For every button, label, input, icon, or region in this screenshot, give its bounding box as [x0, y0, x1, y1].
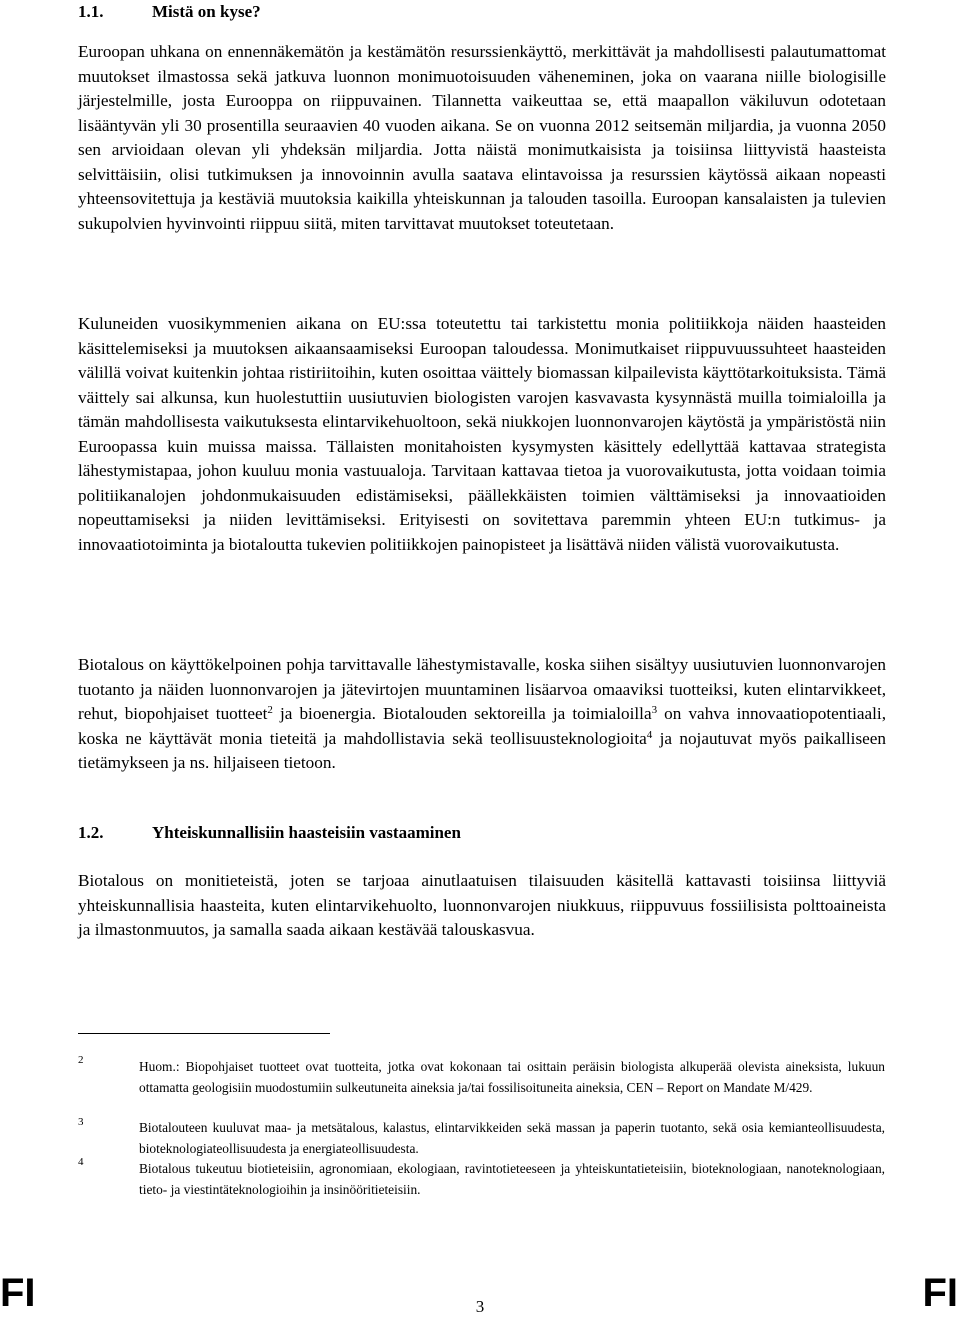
- footnote-ref-4: 4: [646, 728, 653, 741]
- paragraph-3: [78, 653, 886, 776]
- paragraph-3-part-a: Biotalous on käyttökelpoinen pohja tarvittavalle lähestymistavalle, koska siihen sisältyy uusiutuvien luonnonvarojen tuotanto ja näiden luonnonvarojen ja jätevirtojen muuntaminen lisäarvoa omaaviksi tuotteiksi, kuten elintarvikkeet, rehut, biopohjaiset tuotteet: [78, 655, 886, 723]
- paragraph-3-part-d: ja nojautuvat myös paikalliseen tietämykseen ja ns. hiljaiseen tietoon.: [78, 728, 886, 772]
- section-title: Yhteiskunnallisiin haasteisiin vastaaminen: [152, 823, 461, 842]
- footnote-number-4: 4: [78, 1156, 84, 1168]
- paragraph-4: Biotalous on monitieteistä, joten se tarjoaa ainutlaatuisen tilaisuuden käsitellä kattavasti toisiinsa liittyviä yhteiskunnallisia haasteita, kuten elintarvikehuolto, luonnonvarojen niukkuus, riippuvuus fossiilisista polttoaineista ja ilmastonmuutos, ja samalla saada aikaan kestävää talouskasvua.: [78, 871, 886, 939]
- footnote-ref-2: 2: [267, 704, 273, 716]
- footnote-number-3: 3: [78, 1116, 84, 1128]
- footer-language-right: FI: [922, 1271, 958, 1315]
- paragraph-3-part-b: ja bioenergia. Biotalouden sektoreilla ja toimialoilla: [272, 704, 652, 723]
- footnote-2-text: Huom.: Biopohjaiset tuotteet ovat tuotteita, jotka ovat kokonaan tai osittain peräisin biologista alkuperää olevista aineksista, lukuun ottamatta geologisiin muodostumiin sulkeutuneita aineksia ja/tai fossilisoituneita aineksia, CEN – Report on Mandate M/429.: [139, 1059, 885, 1095]
- footnote-divider: [78, 1033, 330, 1034]
- footnote-4-text: Biotalous tukeutuu biotieteisiin, agronomiaan, ekologiaan, ravintotieteeseen ja yhteiskuntatieteisiin, bioteknologiaan, nanoteknologiaan, tieto- ja viestintäteknologioihin ja insinööritieteisiin.: [139, 1161, 885, 1197]
- section-title: Mistä on kyse?: [152, 2, 261, 21]
- page-number: 3: [475, 1297, 485, 1316]
- paragraph-2: Kuluneiden vuosikymmenien aikana on EU:ssa toteutettu tai tarkistettu monia politiikkoja näiden haasteiden käsittelemiseksi ja muutoksen aikaansaamiseksi Euroopan taloudessa. Monimutkaiset riippuvuussuhteet haasteiden välillä voivat kuitenkin johtaa ristiriitoihin, kuten osoittaa väittely biomassan kilpailevista käyttötarkoituksista. Tämä väittely sai alkunsa, kun huolestuttiin uusiutuvien biologisten varojen kasvavasta kysynnästä muilla toimialoilla ja tämän mahdollisesta vaikutuksesta elintarvikehuoltoon, sekä niukkojen luonnonvarojen käytöstä ja ympäristöstä niin Euroopassa kuin muissa maissa. Tällaisten monitahoisten kysymysten käsittely edellyttää kattavaa strategista lähestymistapaa, johon kuuluu monia vastuualoja. Tarvitaan kattavaa tietoa ja vuorovaikutusta, jotta voidaan toimia politiikanalojen johdonmukaisuuden edistämiseksi, päällekkäisten toimien välttämiseksi ja innovaatioiden nopeuttamiseksi ja niiden levittämiseksi. Erityisesti on sovitettava paremmin yhteen EU:n tutkimus- ja innovaatiotoiminta ja biotaloutta tukevien politiikkojen painopisteet ja lisättävä niiden välistä vuorovaikutusta.: [78, 314, 886, 554]
- paragraph-1: Euroopan uhkana on ennennäkemätön ja kestämätön resurssienkäyttö, merkittävät ja mahdollisesti palautumattomat muutokset ilmastossa sekä jatkuva luonnon monimuotoisuuden väheneminen, joka on vaarana niille biologisille järjestelmille, josta Eurooppa on riippuvainen. Tilannetta vaikeuttaa se, että maapallon väkiluvun odotetaan lisääntyvän yli 30 prosentilla seuraavien 40 vuoden aikana. Se on vuonna 2012 seitsemän miljardia, ja vuonna 2050 sen arvioidaan olevan yli yhdeksän miljardia. Jotta näistä monimutkaisista ja toisiinsa liittyvistä haasteista selvittäisiin, olisi tutkimuksen ja innovoinnin avulla saatava elintavoissa ja resurssien käytössä aikaan nopeasti yhteensovitettuja ja kestäviä muutoksia kaikilla yhteiskunnan ja talouden tasoilla. Euroopan kansalaisten ja tulevien sukupolvien hyvinvointi riippuu siitä, miten tarvittavat muutokset toteutetaan.: [78, 42, 886, 233]
- footnote-ref-3: 3: [651, 704, 658, 716]
- section-heading-1-1: [78, 2, 261, 22]
- footnote-3-text: Biotalouteen kuuluvat maa- ja metsätalous, kalastus, elintarvikkeiden sekä massan ja paperin tuotanto, sekä osia kemianteollisuudesta, bioteknologiateollisuudesta ja energiateollisuudesta.: [139, 1120, 885, 1156]
- section-number: 1.1.: [78, 2, 104, 21]
- paragraph-3-part-c: on vahva innovaatiopotentiaali, koska ne käyttävät monia tieteitä ja mahdollistavia sekä teollisuusteknologioita: [78, 704, 886, 748]
- footer-language-left: FI: [0, 1271, 36, 1315]
- section-number: 1.2.: [78, 823, 104, 842]
- footnote-number-2: 2: [78, 1054, 84, 1066]
- section-heading-1-2: [78, 823, 461, 843]
